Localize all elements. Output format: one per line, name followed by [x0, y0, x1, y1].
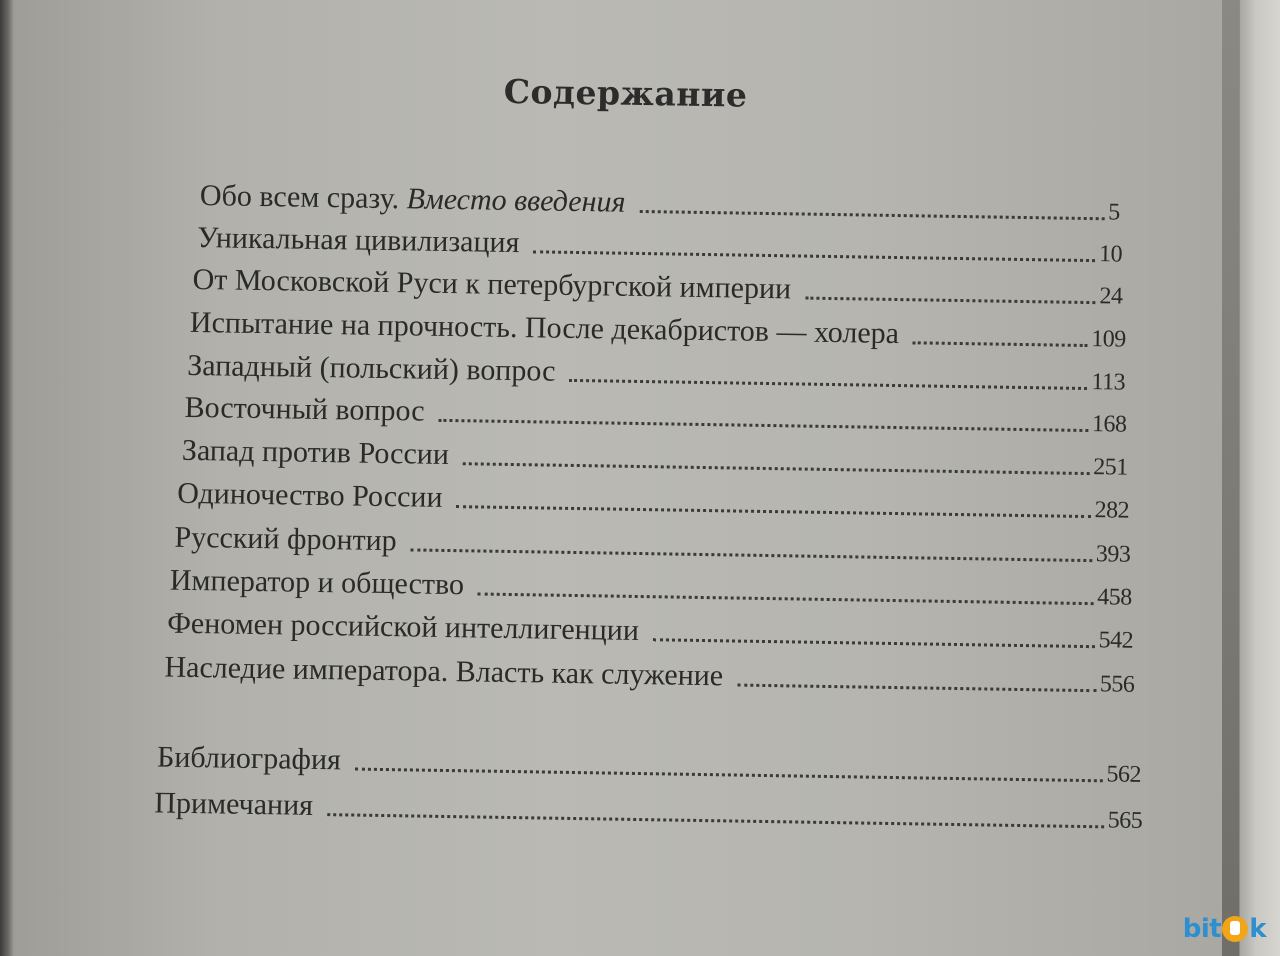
- dot-leader: [355, 768, 1103, 783]
- dot-leader: [639, 210, 1104, 220]
- dot-leader: [737, 684, 1096, 693]
- toc-entry-page: 168: [1091, 411, 1127, 438]
- toc-entry-title: Библиография: [156, 740, 342, 777]
- dot-leader: [805, 297, 1095, 305]
- dot-leader: [456, 505, 1090, 518]
- thumbs-up-icon: [1222, 916, 1248, 942]
- toc-entry-title: Испытание на прочность. После декабристов — холера: [189, 305, 900, 351]
- toc-entry-title: Западный (польский) вопрос: [187, 348, 556, 388]
- site-watermark-logo: [1183, 914, 1266, 944]
- toc-entry-back-matter: [157, 734, 1142, 789]
- toc-entry-title: Император и общество: [169, 563, 465, 602]
- dot-leader: [653, 638, 1095, 648]
- toc-entry-title: Обо всем сразу. Вместо введения: [199, 179, 626, 219]
- toc-entry-page: 393: [1095, 541, 1131, 568]
- toc-entry-page: 24: [1099, 283, 1123, 310]
- toc-entry-title: Уникальная цивилизация: [197, 221, 520, 260]
- dot-leader: [913, 341, 1087, 347]
- toc-entry-page: 282: [1094, 497, 1130, 524]
- toc-entry-page: 565: [1107, 807, 1143, 834]
- toc-entry-page: 5: [1108, 199, 1120, 226]
- toc-entry-title: Запад против России: [181, 433, 450, 471]
- dot-leader: [411, 548, 1092, 562]
- toc-entry-page: 113: [1091, 369, 1126, 396]
- toc-title: Содержание: [503, 71, 748, 115]
- toc-entry-back-matter: [154, 780, 1143, 836]
- toc-entry-page: 556: [1099, 671, 1135, 698]
- toc-entry-title: Русский фронтир: [174, 520, 397, 558]
- toc-entry-title-italic: Вместо введения: [406, 182, 626, 219]
- dot-leader: [438, 419, 1088, 432]
- watermark-text-start: bit: [1182, 914, 1222, 944]
- dot-leader: [327, 813, 1104, 828]
- dot-leader: [463, 462, 1089, 475]
- page-stack-edge: [1239, 0, 1280, 956]
- dot-leader: [478, 592, 1093, 605]
- dot-leader: [533, 250, 1095, 262]
- toc-entry-page: 562: [1106, 761, 1142, 788]
- toc-entry-title: Феномен российской интеллигенции: [166, 606, 640, 648]
- toc-entry-title: Наследие императора. Власть как служение: [164, 650, 724, 693]
- dot-leader: [569, 379, 1087, 390]
- toc-entry-title: От Московской Руси к петербургской империи: [192, 262, 792, 306]
- watermark-text-end: k: [1249, 914, 1266, 944]
- toc-entry-title: Одиночество России: [177, 476, 443, 514]
- toc-entry-page: 109: [1091, 326, 1126, 353]
- toc-entry-page: 542: [1098, 627, 1134, 654]
- toc-entry-page: 251: [1093, 454, 1128, 481]
- toc-entry-title: Примечания: [154, 786, 314, 822]
- toc-entry-page: 10: [1098, 241, 1123, 268]
- toc-entry-page: 458: [1097, 584, 1132, 611]
- toc-entry-title: Восточный вопрос: [184, 390, 425, 428]
